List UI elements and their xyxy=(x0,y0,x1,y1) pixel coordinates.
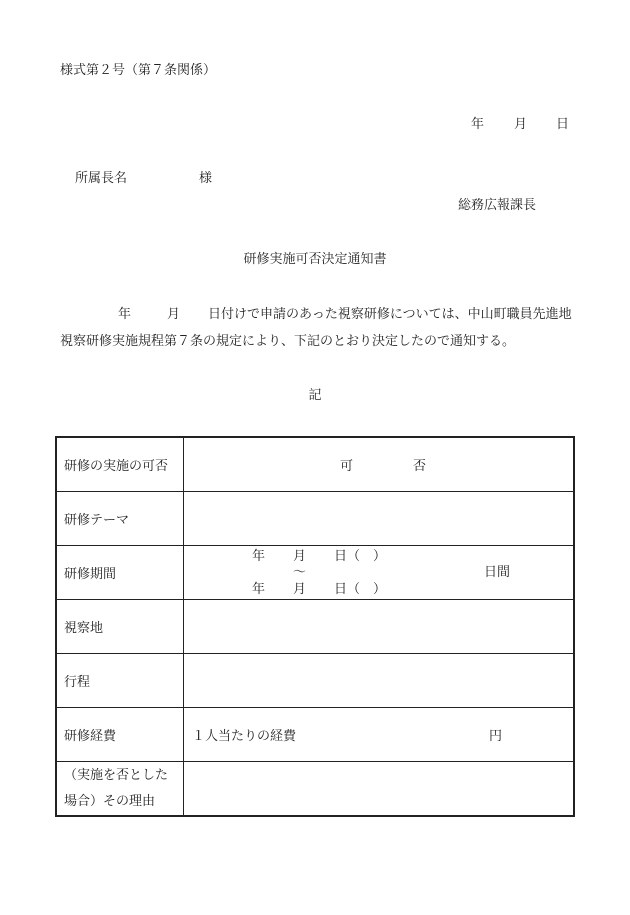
ki-label: 記 xyxy=(308,388,322,403)
date-day-label: 日 xyxy=(556,117,570,132)
theme-label: 研修テーマ xyxy=(56,492,184,546)
body-line-2: 視察研修実施規程第７条の規定により、下記のとおり決定したので通知する。 xyxy=(60,334,516,349)
approval-label: 研修の実施の可否 xyxy=(56,437,184,492)
table-row-cost xyxy=(56,708,574,762)
approval-no[interactable]: 否 xyxy=(413,459,427,474)
date-year-label: 年 xyxy=(471,117,485,132)
reason-label-line1: （実施を否とした xyxy=(64,767,169,783)
table-row-destination xyxy=(56,600,574,654)
table-row-approval xyxy=(56,437,574,492)
body-line-1 xyxy=(118,308,572,321)
record-table xyxy=(55,436,575,817)
destination-label: 視察地 xyxy=(56,600,184,654)
theme-value[interactable] xyxy=(184,492,575,546)
body-month: 月 xyxy=(167,307,181,322)
reason-label-line2: 場合）その理由 xyxy=(64,793,156,809)
recipient-honorific: 様 xyxy=(199,171,213,186)
table-row-period xyxy=(56,546,574,600)
period-start xyxy=(252,550,386,563)
period-end-year: 年 xyxy=(252,582,266,597)
table-row-reason xyxy=(56,762,574,817)
period-start-month: 月 xyxy=(293,549,307,564)
table-row-itinerary xyxy=(56,654,574,708)
cost-unit: 円 xyxy=(489,729,503,744)
reason-label xyxy=(56,762,184,817)
period-label: 研修期間 xyxy=(56,546,184,600)
period-start-year: 年 xyxy=(252,549,266,564)
body-text-1: 日付けで申請のあった視察研修については、中山町職員先進地 xyxy=(208,307,572,322)
period-cell[interactable] xyxy=(184,546,575,600)
reason-value[interactable] xyxy=(184,762,575,817)
body-year: 年 xyxy=(118,307,132,322)
itinerary-label: 行程 xyxy=(56,654,184,708)
sender: 総務広報課長 xyxy=(458,198,537,213)
date-month-label: 月 xyxy=(514,117,528,132)
destination-value[interactable] xyxy=(184,600,575,654)
period-end-month: 月 xyxy=(293,582,307,597)
cost-cell[interactable] xyxy=(184,708,575,762)
document-title: 研修実施可否決定通知書 xyxy=(243,252,387,267)
cost-per-person-label: １人当たりの経費 xyxy=(192,729,297,744)
itinerary-value[interactable] xyxy=(184,654,575,708)
form-label: 様式第２号（第７条関係） xyxy=(60,63,217,78)
cost-label: 研修経費 xyxy=(56,708,184,762)
approval-cell[interactable] xyxy=(184,437,575,492)
period-tilde: ～ xyxy=(293,565,307,580)
period-start-day: 日（ ） xyxy=(334,549,387,564)
period-end-day: 日（ ） xyxy=(334,582,387,597)
recipient-name: 所属長名 xyxy=(75,171,128,186)
approval-yes[interactable]: 可 xyxy=(340,459,354,474)
period-end xyxy=(252,583,386,596)
table-row-theme xyxy=(56,492,574,546)
period-days: 日間 xyxy=(484,565,511,580)
